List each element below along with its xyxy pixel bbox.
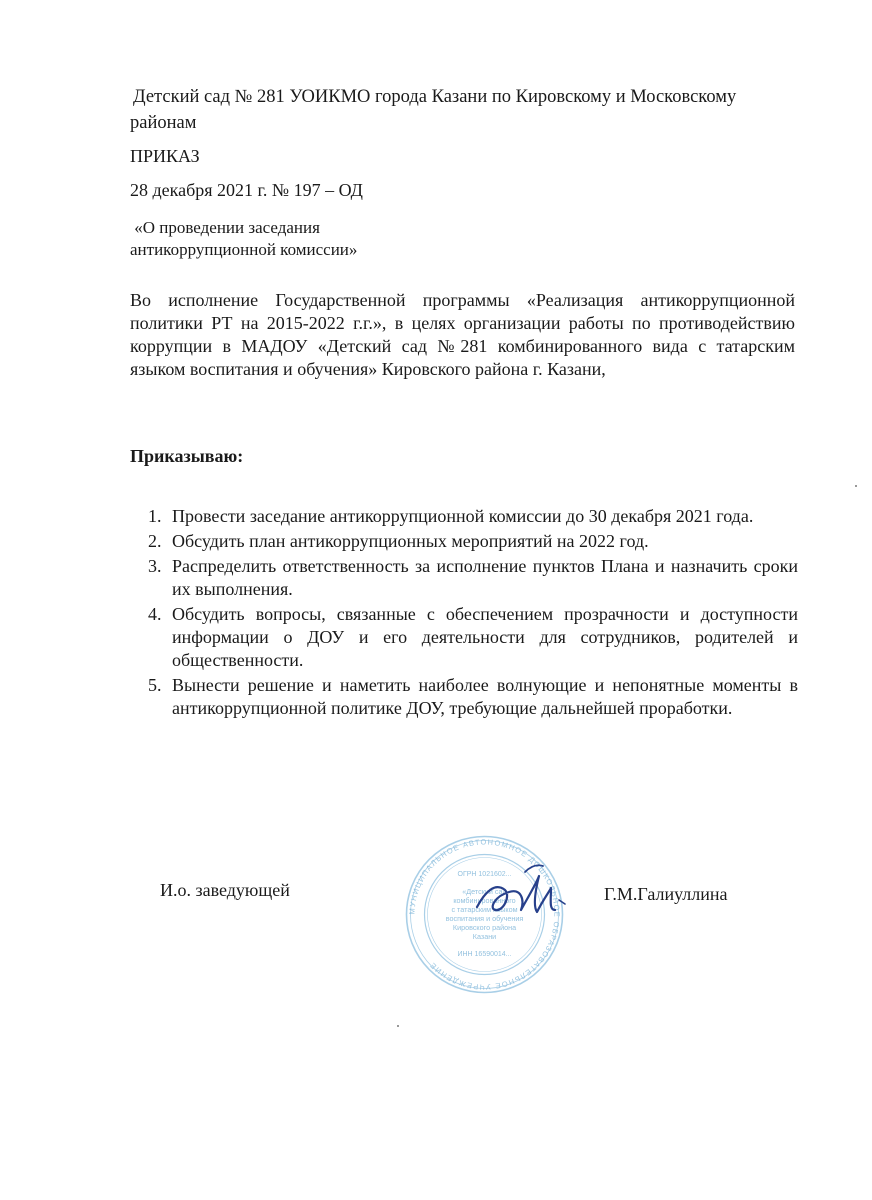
list-item bbox=[148, 530, 798, 553]
document-date-number: 28 декабря 2021 г. № 197 – ОД bbox=[130, 180, 363, 200]
svg-text:«Детский сад: «Детский сад bbox=[462, 887, 507, 896]
scan-speck bbox=[397, 1025, 399, 1027]
list-item bbox=[148, 603, 798, 672]
signatory-role: И.о. заведующей bbox=[160, 880, 290, 900]
preamble-paragraph: Во исполнение Государственной программы «Реализация антикоррупционной политики РТ на 2015-2022 г.г.», в целях организации работы по противодействию коррупции в МАДОУ «Детский сад №281 комбинированного вида с татарским языком воспитания и обучения» Кировского района г. Казани, bbox=[130, 290, 795, 379]
list-item-number: 3. bbox=[148, 556, 162, 576]
list-item-text: Провести заседание антикоррупционной комиссии до 30 декабря 2021 года. bbox=[172, 506, 754, 526]
organization-name-line-2: районам bbox=[130, 113, 197, 133]
svg-text:МУНИЦИПАЛЬНОЕ АВТОНОМНОЕ ДОШКО: МУНИЦИПАЛЬНОЕ АВТОНОМНОЕ ДОШКОЛЬНОЕ ОБРАЗОВАТЕЛЬНОЕ УЧРЕЖДЕНИЕ bbox=[407, 837, 562, 992]
document-subject-line-2: антикоррупционной комиссии» bbox=[130, 240, 358, 259]
svg-text:ОГРН 1021602...: ОГРН 1021602... bbox=[457, 871, 512, 878]
list-item-number: 5. bbox=[148, 675, 162, 695]
list-item-text: Обсудить вопросы, связанные с обеспечением прозрачности и доступности информации о ДОУ и его деятельности для сотрудников, родителей и общественности. bbox=[172, 604, 798, 670]
list-item bbox=[148, 555, 798, 601]
svg-text:ИНН 16590014...: ИНН 16590014... bbox=[457, 951, 512, 958]
scan-speck bbox=[855, 485, 857, 487]
signatory-name: Г.М.Галиуллина bbox=[604, 884, 728, 904]
svg-text:с татарским языком: с татарским языком bbox=[451, 905, 518, 914]
svg-text:воспитания и обучения: воспитания и обучения bbox=[445, 914, 524, 923]
list-item-text: Обсудить план антикоррупционных мероприятий на 2022 год. bbox=[172, 531, 649, 551]
order-items-list bbox=[148, 505, 798, 722]
document-type: ПРИКАЗ bbox=[130, 146, 200, 166]
handwritten-signature-icon bbox=[465, 852, 575, 932]
svg-text:Казани: Казани bbox=[472, 932, 497, 941]
document-subject-line-1: «О проведении заседания bbox=[130, 218, 320, 237]
list-item-number: 4. bbox=[148, 604, 162, 624]
organization-name-line-1: Детский сад № 281 УОИКМО города Казани по Кировскому и Московскому bbox=[133, 87, 737, 107]
list-item-number: 1. bbox=[148, 506, 162, 526]
list-item bbox=[148, 505, 798, 528]
svg-text:Кировского района: Кировского района bbox=[452, 923, 517, 932]
list-item-number: 2. bbox=[148, 531, 162, 551]
list-item-text: Распределить ответственность за исполнение пунктов Плана и назначить сроки их выполнения. bbox=[172, 556, 798, 599]
list-item bbox=[148, 674, 798, 720]
svg-text:комбинированного: комбинированного bbox=[453, 896, 516, 905]
list-item-text: Вынести решение и наметить наиболее волнующие и непонятные моменты в антикоррупционной политике ДОУ, требующие дальнейшей проработки. bbox=[172, 675, 798, 718]
order-heading: Приказываю: bbox=[130, 446, 244, 466]
